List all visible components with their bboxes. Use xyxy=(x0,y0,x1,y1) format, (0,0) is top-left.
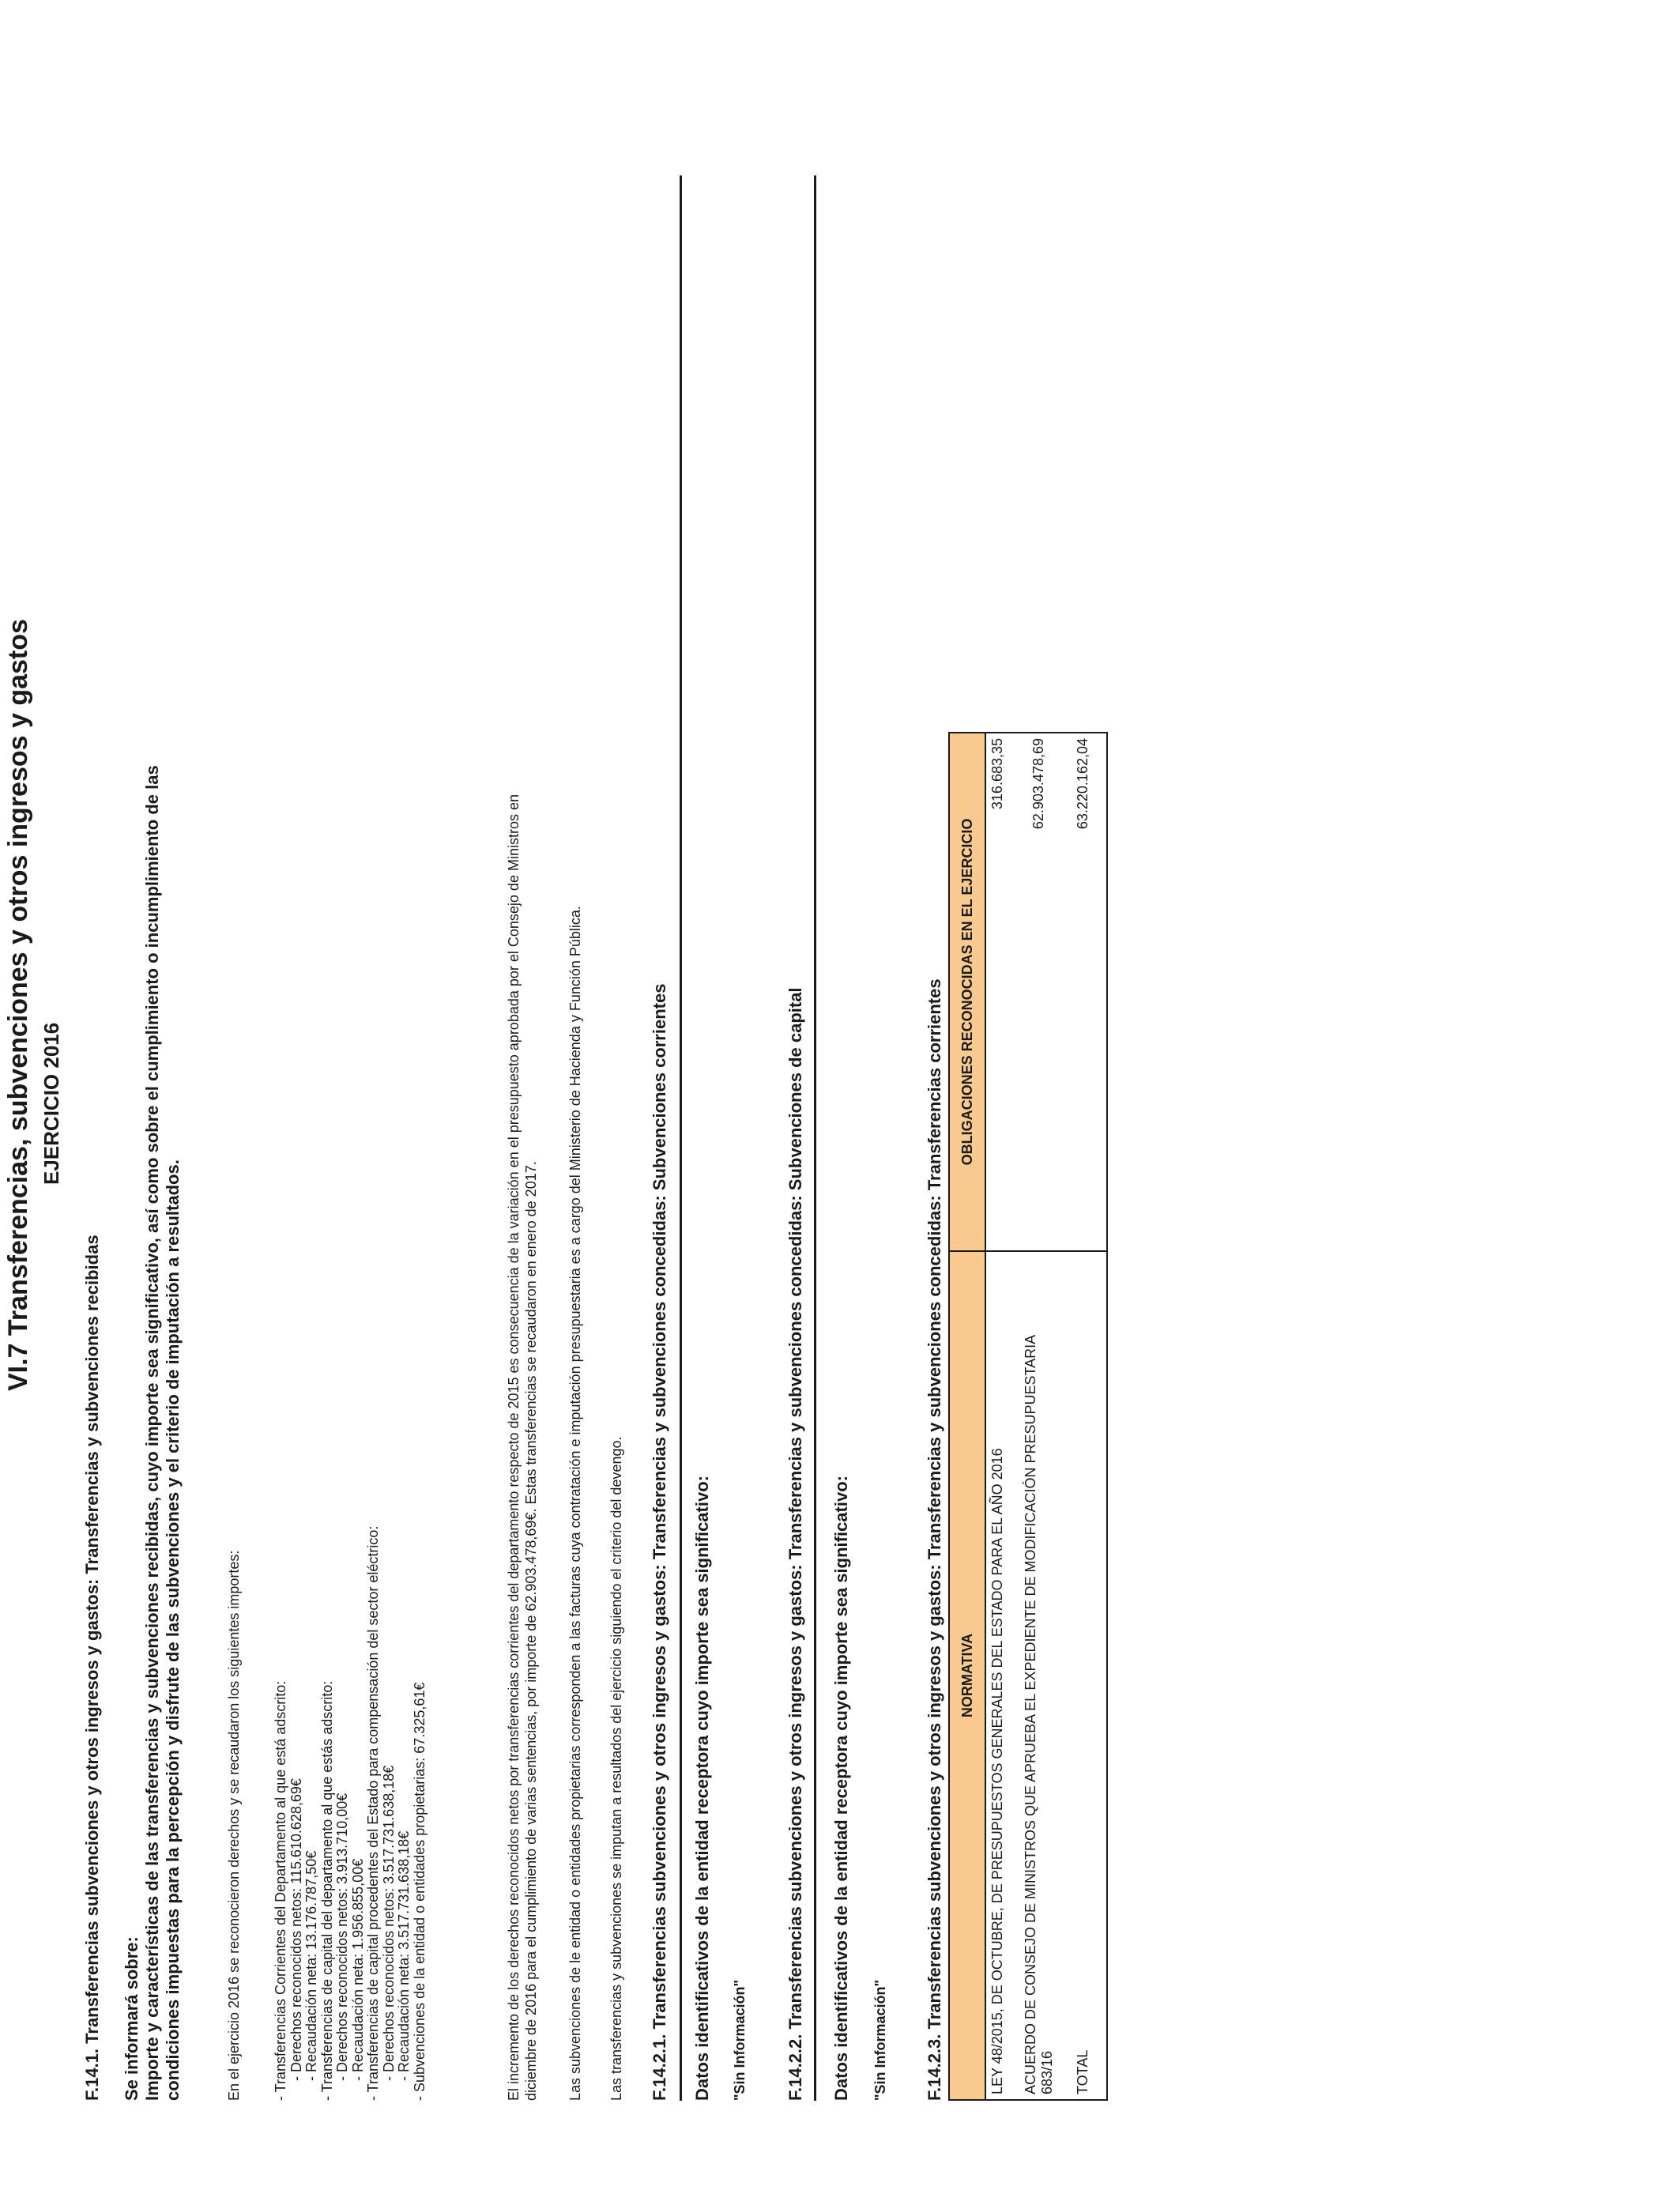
page-subtitle: EJERCICIO 2016 xyxy=(40,1022,63,1185)
paragraph-increment-line-1: El incremento de los derechos reconocidos netos por transferencias corrientes del departamento respecto de 2015 es consecuencia de la variación en el presupuesto aprobada por el Consejo de Ministros en xyxy=(506,794,522,2101)
list-item: - Transferencias Corrientes del Departamento al que está adscrito: xyxy=(273,1680,288,2101)
table-total-row xyxy=(1072,733,1107,2100)
list-item: - Recaudación neta: 1.956.855,00€ xyxy=(349,1858,366,2101)
section-heading-f14022: F.14.2.2. Transferencias subvenciones y otros ingresos y gastos: Transferencias y subvenciones concedidas: Subvenciones de capital xyxy=(785,987,805,2101)
entity-value: "Sin Información" xyxy=(872,1979,888,2101)
paragraph-subvenciones: Las subvenciones de le entidad o entidades propietarias corresponden a las facturas cuya contratación e imputación presupuestaria es a cargo del Ministerio de Hacienda y Función Pública. xyxy=(567,906,583,2101)
entity-label: Datos identificativos de la entidad receptora cuyo importe sea significativo: xyxy=(831,1476,851,2101)
normativa-text-continued: 683/16 xyxy=(1039,2050,1055,2094)
normativa-text: ACUERDO DE CONSEJO DE MINISTROS QUE APRUEBA EL EXPEDIENTE DE MODIFICACIÓN PRESUPUESTARIA xyxy=(1023,1334,1038,2094)
amounts-list xyxy=(273,1526,428,2101)
list-item: - Derechos reconocidos netos: 3.517.731.638,18€ xyxy=(380,1765,397,2101)
table-row xyxy=(985,733,1021,2100)
inform-label: Se informará sobre: xyxy=(122,1936,141,2101)
normativa-cell xyxy=(1021,1251,1072,2100)
section-heading-f14023: F.14.2.3. Transferencias subvenciones y otros ingresos y gastos: Transferencias y subvenciones concedidas: Transferencias corrientes xyxy=(925,978,944,2101)
paragraph-increment-line-2: diciembre de 2016 para el cumplimiento de varias sentencias, por importe de 62.903.478,69€. Estas transferencias se recaudaron en enero de 2017. xyxy=(523,1161,539,2101)
entity-value: "Sin Información" xyxy=(732,1979,748,2101)
paragraph-imputacion: Las transferencias y subvenciones se imputan a resultados del ejercicio siguiendo el criterio del devengo. xyxy=(608,1436,624,2101)
table-row xyxy=(1021,733,1072,2100)
divider-line xyxy=(814,175,816,2101)
inform-line-2: condiciones impuestas para la percepción y disfrute de las subvenciones y el criterio de imputación a resultados. xyxy=(163,1159,183,2101)
page-title: VI.7 Transferencias, subvenciones y otros ingresos y gastos xyxy=(3,619,33,1391)
list-item: - Derechos reconocidos netos: 115.610.628,69€ xyxy=(288,1778,304,2101)
importe-cell: 62.903.478,69 xyxy=(1021,733,1072,1251)
total-label-cell: TOTAL xyxy=(1072,1251,1107,2100)
list-item: - Recaudación neta: 13.176.787,50€ xyxy=(303,1850,319,2101)
divider-line xyxy=(680,175,682,2101)
list-item: - Transferencias de capital procedentes del Estado para compensación del sector eléctrico: xyxy=(365,1525,381,2101)
normativa-cell xyxy=(985,1251,1021,2100)
list-item: - Transferencias de capital del departamento al que estás adscrito: xyxy=(318,1680,335,2101)
total-value-cell: 63.220.162,04 xyxy=(1072,733,1107,1251)
importe-cell: 316.683,35 xyxy=(985,733,1021,1251)
table-header-row xyxy=(949,733,985,2100)
section-heading-f14021: F.14.2.1. Transferencias subvenciones y otros ingresos y gastos: Transferencias y subvenciones concedidas: Subvenciones corrientes xyxy=(650,983,669,2101)
inform-line-1: Importe y características de las transferencias y subvenciones recibidas, cuyo importe sea significativo, así como sobre el cumplimiento o incumplimiento de las xyxy=(142,765,162,2101)
column-header-normativa: NORMATIVA xyxy=(949,1251,985,2100)
list-item: - Subvenciones de la entidad o entidades propietarias: 67.325,61€ xyxy=(411,1682,428,2101)
obligaciones-table xyxy=(948,732,1108,2101)
normativa-text: LEY 48/2015, DE OCTUBRE, DE PRESUPUESTOS GENERALES DEL ESTADO PARA EL AÑO 2016 xyxy=(989,1448,1005,2094)
column-header-obligaciones: OBLIGACIONES RECONOCIDAS EN EL EJERCICIO xyxy=(949,733,985,1251)
entity-label: Datos identificativos de la entidad receptora cuyo importe sea significativo: xyxy=(692,1476,712,2101)
section-heading-f1401: F.14.1. Transferencias subvenciones y otros ingresos y gastos: Transferencias y subvenciones recibidas xyxy=(82,1235,102,2101)
list-item: - Recaudación neta: 3.517.731.638,18€ xyxy=(396,1830,412,2101)
list-item: - Derechos reconocidos netos: 3.913.710,00€ xyxy=(334,1793,350,2101)
intro-text: En el ejercicio 2016 se reconocieron derechos y se recaudaron los siguientes importes: xyxy=(226,1550,242,2101)
